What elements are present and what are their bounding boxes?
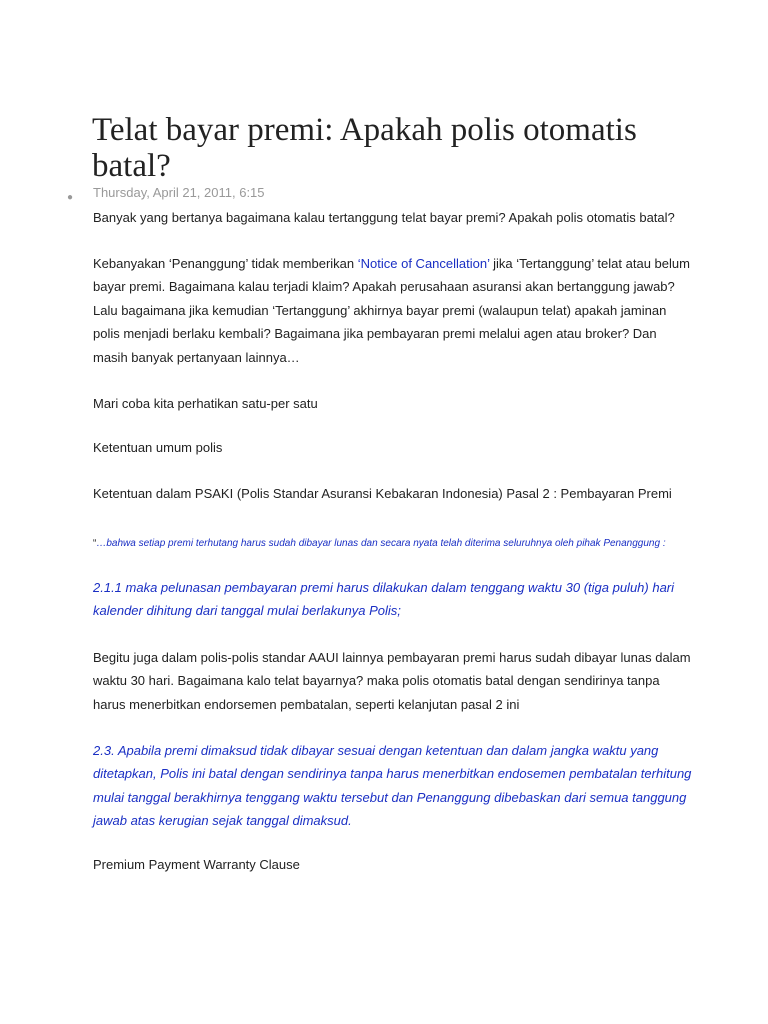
- intro-paragraph: Banyak yang bertanya bagaimana kalau tertanggung telat bayar premi? Apakah polis otomatis batal?: [93, 210, 675, 225]
- paragraph-mari-coba: Mari coba kita perhatikan satu-per satu: [93, 396, 318, 411]
- quote-small-text: …bahwa setiap premi terhutang harus sudah dibayar lunas dan secara nyata telah diterima seluruhnya oleh pihak Penanggung :: [96, 538, 666, 549]
- paragraph-penanggung: [93, 252, 693, 369]
- post-date: Thursday, April 21, 2011, 6:15: [93, 185, 265, 200]
- article-title: Telat bayar premi: Apakah polis otomatis batal?: [92, 112, 637, 184]
- paragraph-text: jika ‘Tertanggung’ telat atau belum bayar premi. Bagaimana kalau terjadi klaim? Apakah perusahaan asuransi akan bertanggung jawab? Lalu bagaimana jika kemudian ‘Tertanggung’ akhirnya bayar premi (walaupun telat) apakah jaminan polis menjadi berlaku kembali? Bagaimana jika pembayaran premi melalui agen atau broker? Dan masih banyak pertanyaan lainnya…: [93, 256, 690, 365]
- paragraph-psaki: Ketentuan dalam PSAKI (Polis Standar Asuransi Kebakaran Indonesia) Pasal 2 : Pembayaran Premi: [93, 486, 672, 501]
- paragraph-aaui: Begitu juga dalam polis-polis standar AAUI lainnya pembayaran premi harus sudah dibayar lunas dalam waktu 30 hari. Bagaimana kalo telat bayarnya? maka polis otomatis batal dengan sendirinya tanpa harus menerbitkan endorsemen pembatalan, seperti kelanjutan pasal 2 ini: [93, 650, 691, 712]
- section-heading-warranty-clause: Premium Payment Warranty Clause: [93, 857, 300, 872]
- quote-psaki-clause-2-1-1: 2.1.1 maka pelunasan pembayaran premi harus dilakukan dalam tenggang waktu 30 (tiga puluh) hari kalender dihitung dari tanggal mulai berlakunya Polis;: [93, 580, 675, 619]
- notice-of-cancellation-link[interactable]: ‘Notice of Cancellation’: [357, 256, 490, 271]
- quote-psaki-intro: [93, 533, 693, 555]
- date-bullet-icon: ●: [67, 192, 74, 203]
- paragraph-text: Kebanyakan ‘Penanggung’ tidak memberikan: [93, 256, 358, 271]
- quote-open-mark: “: [93, 538, 97, 549]
- quote-psaki-clause-2-3: 2.3. Apabila premi dimaksud tidak dibayar sesuai dengan ketentuan dan dalam jangka waktu yang ditetapkan, Polis ini batal dengan sendirinya tanpa harus menerbitkan endosemen pembatalan terhitung mulai tanggal berakhirnya tenggang waktu tersebut dan Penanggung dibebaskan dari semua tanggung jawab atas kerugian sejak tanggal dimaksud.: [93, 743, 692, 829]
- section-heading-ketentuan-umum: Ketentuan umum polis: [93, 440, 223, 455]
